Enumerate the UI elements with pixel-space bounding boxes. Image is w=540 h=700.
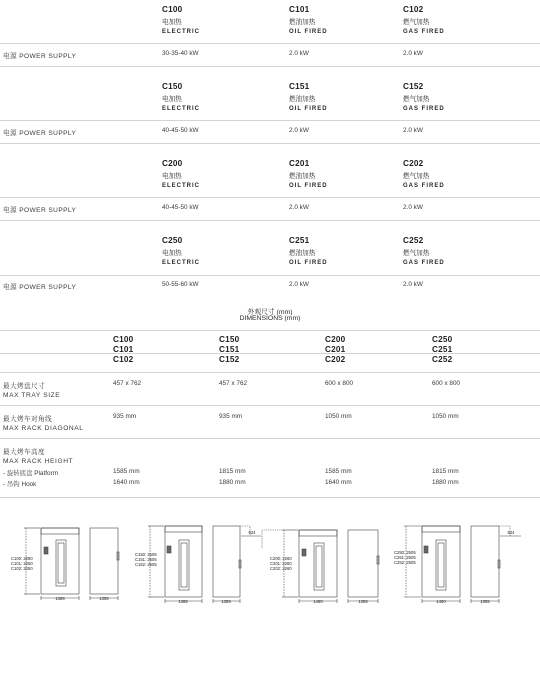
oven-side-view	[213, 526, 240, 597]
dim-header-col-2	[219, 335, 239, 364]
heating-type-en: GAS FIRED	[403, 183, 445, 189]
tray-size-value: 457 x 762	[219, 380, 248, 387]
heating-type-en: GAS FIRED	[403, 260, 445, 266]
model-code: C252	[403, 236, 424, 245]
model-c150	[162, 82, 200, 112]
heating-type-en: OIL FIRED	[289, 106, 328, 112]
hook-height-value: 1880 mm	[432, 479, 459, 486]
model-code: C200	[325, 335, 346, 344]
heating-type-en: ELECTRIC	[162, 106, 200, 112]
model-code: C250	[432, 335, 453, 344]
oven-side-view	[90, 528, 118, 594]
dimensions-caption-en: DIMENSIONS (mm)	[239, 315, 301, 322]
power-value: 30-35-40 kW	[162, 50, 199, 57]
model-c251	[289, 236, 328, 266]
divider	[0, 497, 540, 498]
power-value: 2.0 kW	[403, 127, 423, 134]
model-code: C151	[289, 82, 310, 91]
hook-label: - 吊钩 Hook	[3, 481, 37, 488]
model-c102	[403, 5, 445, 35]
rack-diagonal-value: 935 mm	[219, 413, 243, 420]
model-code: C202	[403, 159, 424, 168]
oven-front-view	[422, 526, 460, 597]
divider	[0, 405, 540, 406]
model-c252	[403, 236, 445, 266]
height-label: C250: 2505	[394, 550, 416, 555]
heating-type-cn: 电加热	[162, 96, 182, 103]
model-code: C100	[113, 335, 134, 344]
divider	[0, 120, 540, 121]
model-code: C151	[219, 345, 240, 354]
model-c100	[162, 5, 200, 35]
divider	[0, 43, 540, 44]
model-c200	[162, 159, 200, 189]
platform-height-value: 1815 mm	[432, 468, 459, 475]
power-value: 2.0 kW	[403, 50, 423, 57]
tray-size-value: 600 x 800	[325, 380, 354, 387]
model-code: C100	[162, 5, 183, 14]
height-label: C102: 2250	[11, 566, 33, 571]
hook-height-value: 1640 mm	[113, 479, 140, 486]
height-label: C201: 2260	[270, 561, 292, 566]
tray-size-label-cn: 最大烤盘尺寸	[3, 383, 45, 390]
platform-height-value: 1585 mm	[325, 468, 352, 475]
heating-type-en: OIL FIRED	[289, 183, 328, 189]
height-label: C100: 2250	[11, 556, 33, 561]
height-label: C200: 2260	[270, 556, 292, 561]
hook-height-value: 1640 mm	[325, 479, 352, 486]
heating-type-cn: 电加热	[162, 173, 182, 180]
power-supply-label: 电源 POWER SUPPLY	[3, 284, 77, 291]
divider	[0, 353, 540, 354]
height-label: C152: 2505	[135, 562, 157, 567]
model-code: C252	[432, 355, 453, 364]
control-panel-icon	[424, 546, 428, 553]
oven-drawing-1	[24, 528, 119, 600]
front-width-label: 1460	[313, 599, 323, 604]
power-value: 40-45-50 kW	[162, 127, 199, 134]
height-label: C151: 2505	[135, 557, 157, 562]
platform-height-value: 1585 mm	[113, 468, 140, 475]
height-label: C150: 2505	[135, 552, 157, 557]
model-c151	[289, 82, 328, 112]
power-value: 2.0 kW	[289, 50, 309, 57]
height-label: C101: 2250	[11, 561, 33, 566]
oven-door-window	[179, 540, 189, 590]
heating-type-cn: 燃油加热	[289, 19, 316, 26]
oven-side-view	[348, 530, 378, 597]
control-panel-icon	[167, 546, 171, 553]
model-code: C201	[289, 159, 310, 168]
model-c101	[289, 5, 328, 35]
power-value: 2.0 kW	[289, 204, 309, 211]
heating-type-en: OIL FIRED	[289, 260, 328, 266]
side-width-label: 1355	[221, 599, 231, 604]
divider	[0, 143, 540, 144]
heating-type-en: ELECTRIC	[162, 260, 200, 266]
heating-type-cn: 燃油加热	[289, 173, 316, 180]
tray-size-value: 600 x 800	[432, 380, 461, 387]
dim-header-col-3	[325, 335, 345, 364]
rack-diagonal-label-en: MAX RACK DIAGONAL	[3, 425, 84, 432]
platform-label: - 旋转底盘 Platform	[3, 470, 59, 477]
platform-height-value: 1815 mm	[219, 468, 246, 475]
divider	[0, 330, 540, 331]
oven-door-window	[56, 540, 66, 586]
rack-height-label-cn: 最大烤车高度	[3, 449, 45, 456]
model-c152	[403, 82, 445, 112]
heating-type-cn: 燃气加热	[403, 96, 430, 103]
power-supply-label: 电源 POWER SUPPLY	[3, 207, 77, 214]
model-code: C150	[219, 335, 240, 344]
divider	[0, 372, 540, 373]
rack-height-label-en: MAX RACK HEIGHT	[3, 458, 74, 465]
heating-type-cn: 燃油加热	[289, 96, 316, 103]
heating-type-cn: 燃油加热	[289, 250, 316, 257]
oven-drawing-4	[404, 526, 521, 603]
side-width-label: 1355	[358, 599, 368, 604]
divider	[0, 438, 540, 439]
model-code: C202	[325, 355, 346, 364]
power-value: 40-45-50 kW	[162, 204, 199, 211]
divider	[0, 197, 540, 198]
power-value: 2.0 kW	[289, 127, 309, 134]
height-label: C251: 2505	[394, 555, 416, 560]
model-code: C201	[325, 345, 346, 354]
divider	[0, 220, 540, 221]
model-c201	[289, 159, 328, 189]
heating-type-cn: 燃气加热	[403, 173, 430, 180]
rack-diagonal-value: 1050 mm	[325, 413, 352, 420]
rack-diagonal-label-cn: 最大烤车对角线	[3, 416, 52, 423]
model-code: C101	[113, 345, 134, 354]
dimensions-caption-cn: 外观尺寸 (mm)	[247, 309, 293, 316]
tray-size-label-en: MAX TRAY SIZE	[3, 392, 61, 399]
height-label: C252: 2505	[394, 560, 416, 565]
control-panel-icon	[44, 547, 48, 554]
front-width-label: 1385	[178, 599, 188, 604]
rack-diagonal-value: 935 mm	[113, 413, 137, 420]
power-value: 2.0 kW	[403, 204, 423, 211]
model-c250	[162, 236, 200, 266]
heating-type-cn: 电加热	[162, 19, 182, 26]
side-width-label: 1355	[480, 599, 490, 604]
oven-side-view	[471, 526, 499, 597]
heating-type-en: OIL FIRED	[289, 29, 328, 35]
oven-drawing-2	[148, 526, 261, 603]
model-code: C251	[432, 345, 453, 354]
oven-door-window	[314, 543, 324, 590]
power-value: 2.0 kW	[289, 281, 309, 288]
model-code: C102	[403, 5, 424, 14]
oven-door-window	[436, 540, 446, 590]
front-width-label: 1460	[436, 599, 446, 604]
oven-front-view	[41, 528, 79, 594]
power-value: 50-55-60 kW	[162, 281, 199, 288]
model-code: C250	[162, 236, 183, 245]
divider	[0, 66, 540, 67]
heating-type-en: GAS FIRED	[403, 29, 445, 35]
oven-drawings	[0, 518, 540, 628]
dim-header-col-4	[432, 335, 452, 364]
front-width-label: 1385	[55, 596, 65, 601]
heating-type-en: GAS FIRED	[403, 106, 445, 112]
divider	[0, 275, 540, 276]
heating-type-cn: 燃气加热	[403, 19, 430, 26]
model-code: C200	[162, 159, 183, 168]
model-code: C152	[403, 82, 424, 91]
tray-size-value: 457 x 762	[113, 380, 142, 387]
heating-type-en: ELECTRIC	[162, 183, 200, 189]
side-width-label: 1355	[99, 596, 109, 601]
control-panel-icon	[302, 549, 306, 556]
model-code: C251	[289, 236, 310, 245]
model-code: C150	[162, 82, 183, 91]
heating-type-cn: 燃气加热	[403, 250, 430, 257]
model-c202	[403, 159, 445, 189]
model-code: C102	[113, 355, 134, 364]
height-label: C202: 2260	[270, 566, 292, 571]
hood-depth-label: 624	[248, 530, 256, 535]
heating-type-en: ELECTRIC	[162, 29, 200, 35]
power-supply-label: 电源 POWER SUPPLY	[3, 130, 77, 137]
dim-header-col-1	[113, 335, 133, 364]
model-code: C152	[219, 355, 240, 364]
hood-depth-label: 624	[507, 530, 515, 535]
power-value: 2.0 kW	[403, 281, 423, 288]
model-code: C101	[289, 5, 310, 14]
oven-front-view	[165, 526, 202, 597]
heating-type-cn: 电加热	[162, 250, 182, 257]
hook-height-value: 1880 mm	[219, 479, 246, 486]
rack-diagonal-value: 1050 mm	[432, 413, 459, 420]
power-supply-label: 电源 POWER SUPPLY	[3, 53, 77, 60]
